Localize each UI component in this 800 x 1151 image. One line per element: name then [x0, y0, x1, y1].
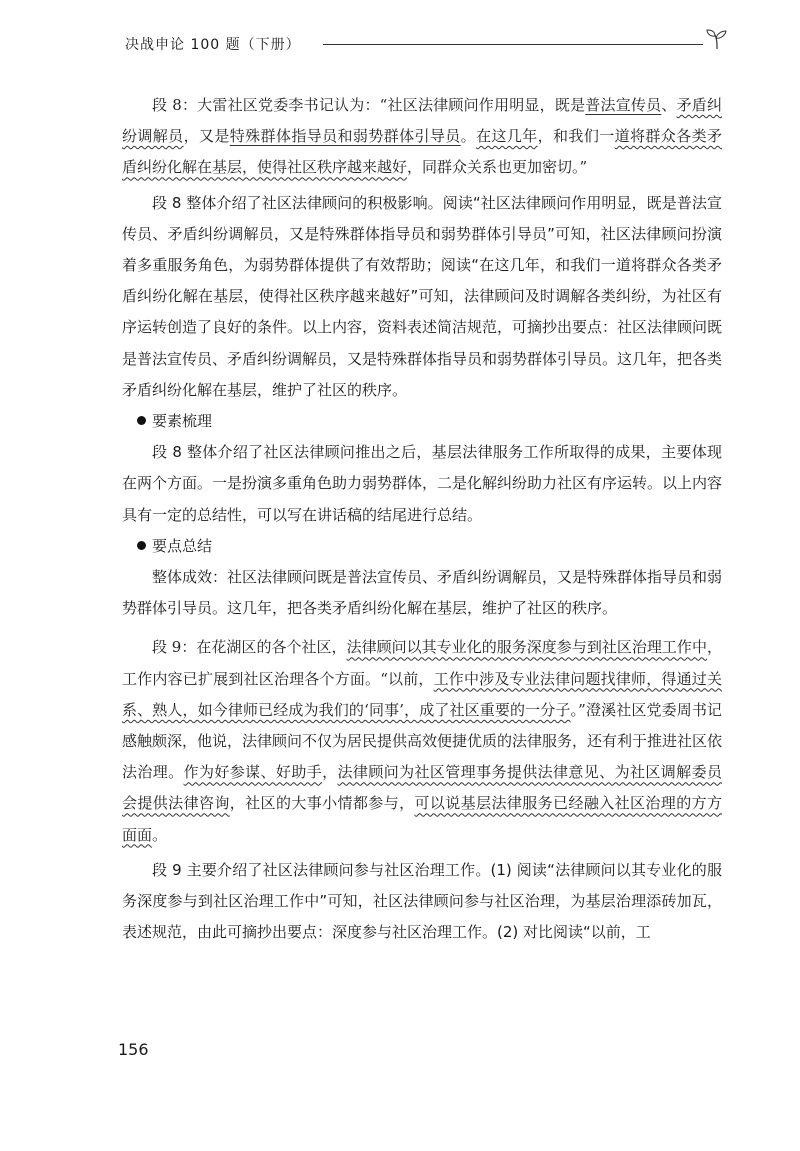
- underlined-phrase: 法律顾问以其专业化的服务深度参与到社区治理工作中: [346, 638, 707, 657]
- section-heading-summary: [122, 531, 722, 562]
- underlined-phrase: 普法宣传员: [585, 96, 662, 114]
- source-paragraph-9: [122, 632, 722, 850]
- analysis-paragraph-8: 段 8 整体介绍了社区法律顾问的积极影响。阅读“社区法律顾问作用明显，既是普法宣传员、矛盾纠纷调解员，又是特殊群体指导员和弱势群体引导员”可知，社区法律顾问扮演着多重服务角色，为弱势群体提供了有效帮助；阅读“在这几年，和我们一道将群众各类矛盾纠纷化解在基层，使得社区秩序越来越好”可知，法律顾问及时调解各类纠纷，为社区有序运转创造了良好的条件。以上内容，资料表述简洁规范，可摘抄出要点：社区法律顾问既是普法宣传员、矛盾纠纷调解员，又是特殊群体指导员和弱势群体引导员。这几年，把各类矛盾纠纷化解在基层，维护了社区的秩序。: [122, 193, 723, 399]
- underlined-phrase: 道将群众各类矛盾纠纷化解在基层，使得社区秩序越来越好: [122, 127, 722, 177]
- underlined-phrase: 矛盾纠纷调解员: [122, 96, 722, 146]
- summary-paragraph: 整体成效：社区法律顾问既是普法宣传员、矛盾纠纷调解员，又是特殊群体指导员和弱势群体引导员。这几年，把各类矛盾纠纷化解在基层，维护了社区的秩序。: [122, 568, 723, 618]
- sprout-icon: [705, 28, 729, 50]
- underlined-phrase: 工作中涉及专业法律问题找律师，得通过关系、熟人，如今律师已经成为我们的‘同事’，成了社区重要的一分子: [122, 669, 722, 719]
- bullet-icon: [137, 541, 146, 550]
- text-run: ，和我们一: [537, 127, 615, 146]
- page-number: 156: [118, 1040, 149, 1059]
- text-run: 、: [661, 96, 677, 114]
- text-run: 。: [152, 825, 168, 844]
- underlined-phrase: 作为好参谋、好助手: [183, 763, 323, 782]
- heading-text: 要素梳理: [152, 412, 213, 431]
- page-body: [122, 90, 722, 948]
- source-paragraph-8: [122, 90, 722, 184]
- section-heading-elements: [122, 406, 722, 437]
- underlined-phrase: 法律顾问为社区管理事务提供法律意见、为社区调解委员会提供法律咨询: [122, 763, 722, 813]
- elements-paragraph: 段 8 整体介绍了社区法律顾问推出之后，基层法律服务工作所取得的成果，主要体现在两个方面。一是扮演多重角色助力弱势群体，二是化解纠纷助力社区有序运转。以上内容具有一定的总结性，可以写在讲话稿的结尾进行总结。: [122, 443, 723, 524]
- text-run: ，: [322, 763, 338, 782]
- text-run: ，又是: [183, 127, 230, 146]
- text-run: 段 8：大雷社区党委李书记认为：“社区法律顾问作用明显，既是: [152, 96, 586, 114]
- running-header: [125, 34, 745, 56]
- header-rule: [323, 44, 703, 45]
- text-run: ，社区的大事小情都参与，: [229, 794, 415, 813]
- text-run: 。: [460, 127, 477, 146]
- heading-text: 要点总结: [152, 536, 213, 555]
- text-run: ，工作内容已扩展到社区治理各个方面。“以前，: [122, 638, 722, 688]
- text-run: 。”澄溪社区党委周书记感触颇深，他说，法律顾问不仅为居民提供高效便捷优质的法律服务，还有利于推进社区依法治理。: [122, 700, 723, 782]
- header-title: 决战申论 100 题（下册）: [125, 37, 301, 53]
- analysis-paragraph-9: 段 9 主要介绍了社区法律顾问参与社区治理工作。(1) 阅读“法律顾问以其专业化的服务深度参与到社区治理工作中”可知，社区法律顾问参与社区治理，为基层治理添砖加瓦，表述规范，由此可摘抄出要点：深度参与社区治理工作。(2) 对比阅读“以前，工: [122, 860, 722, 942]
- text-run: ，同群众关系也更加密切。”: [407, 158, 588, 177]
- underlined-phrase: 在这几年: [476, 127, 538, 146]
- text-run: 段 9：在花湖区的各个社区，: [152, 638, 347, 657]
- underlined-phrase: 可以说基层法律服务已经融入社区治理的方方面面: [122, 794, 722, 844]
- bullet-icon: [137, 416, 146, 425]
- underlined-phrase: 特殊群体指导员和弱势群体引导员: [229, 127, 461, 146]
